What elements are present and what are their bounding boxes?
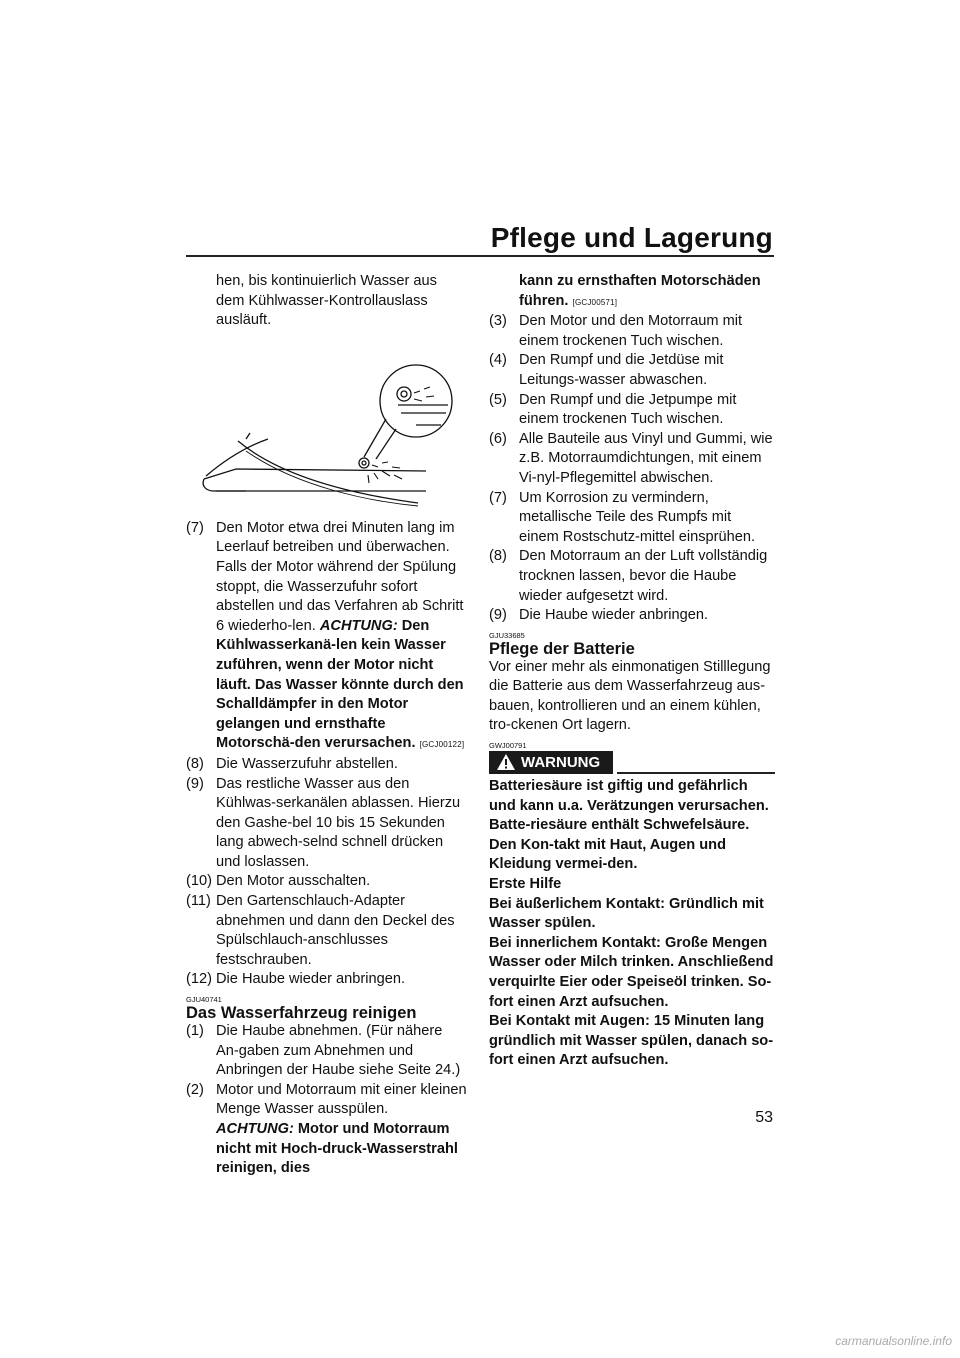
step-number: (7) <box>489 489 507 506</box>
section-heading: Pflege der Batterie <box>489 639 635 658</box>
hull-flush-drawing <box>186 341 468 509</box>
step-number: (1) <box>186 1023 204 1040</box>
step-11 <box>186 892 468 970</box>
clean-step-4 <box>489 351 775 390</box>
step-number: (4) <box>489 352 507 369</box>
step-text: Motor und Motorraum mit einer kleinen Menge Wasser ausspülen. <box>216 1081 467 1118</box>
page-number: 53 <box>755 1109 773 1126</box>
step-8 <box>186 755 468 775</box>
section-heading: Das Wasserfahrzeug reinigen <box>186 1004 417 1023</box>
step-number: (5) <box>489 391 507 408</box>
section-ref-code: GJU33685 <box>489 630 525 640</box>
section-ref-code: GJU40741 <box>186 995 222 1005</box>
page-title: Pflege und Lagerung <box>490 222 773 253</box>
clean-step-5 <box>489 391 775 430</box>
achtung-label: ACHTUNG: <box>319 617 398 634</box>
step-text: Den Rumpf und die Jetdüse mit Leitungs-wasser abwaschen. <box>519 352 724 388</box>
step-number: (8) <box>489 548 507 565</box>
achtung-continuation <box>489 272 775 312</box>
achtung-label: ACHTUNG: <box>216 1121 294 1137</box>
step-number: (10) <box>186 873 212 890</box>
warning-rule <box>617 772 775 774</box>
intro-text: hen, bis kontinuierlich Wasser aus dem Kühlwasser-Kontrollauslass ausläuft. <box>216 273 437 329</box>
warning-header <box>489 751 775 777</box>
step-number: (2) <box>186 1081 204 1098</box>
step-text: Die Wasserzufuhr abstellen. <box>216 755 398 772</box>
step-text: Die Haube wieder anbringen. <box>519 607 709 624</box>
step-10 <box>186 872 468 892</box>
step-text: Den Rumpf und die Jetpumpe mit einem trockenen Tuch wischen. <box>519 391 737 428</box>
step-text: Den Motor ausschalten. <box>216 873 371 890</box>
right-column <box>489 272 775 1071</box>
first-aid-external: Bei äußerlichem Kontakt: Gründlich mit Wasser spülen. <box>489 895 764 932</box>
clean-step-3 <box>489 312 775 351</box>
step-text: Den Motorraum an der Luft vollständig trocknen lassen, bevor die Haube wieder aufgesetzt wird. <box>519 548 768 604</box>
step-text: Die Haube wieder anbringen. <box>216 971 406 988</box>
clean-step-9 <box>489 606 775 626</box>
first-aid-eyes: Bei Kontakt mit Augen: 15 Minuten lang gründlich mit Wasser spülen, danach so-fort einen Arzt aufsuchen. <box>489 1013 774 1069</box>
step-number: (6) <box>489 430 507 447</box>
achtung-text: Den Kühlwasserkanä-len kein Wasser zuführen, wenn der Motor nicht läuft. Das Wasser könnte durch den Schalldämpfer in den Motor gelangen und ernsthafte Motorschä-den verursachen. <box>216 617 464 752</box>
step-7 <box>186 519 468 755</box>
step-number: (3) <box>489 313 507 330</box>
achtung-text: kann zu ernsthaften Motorschäden führen. <box>519 273 761 309</box>
first-aid-internal: Bei innerlichem Kontakt: Große Mengen Wasser oder Milch trinken. Anschließend verquirlte Eier oder Speiseöl trinken. So-fort einen Arzt aufsuchen. <box>489 934 774 1010</box>
watermark: carmanualsonline.info <box>835 1334 952 1348</box>
warning-triangle-icon <box>496 753 516 778</box>
reference-code: [GCJ00571] <box>572 297 618 307</box>
step-text: Den Motor etwa drei Minuten lang im Leerlauf betreiben und überwachen. Falls der Motor während der Spülung stoppt, die Wasserzufuhr sofort abstellen und das Verfahren ab Schritt 6 wiederho-len. <box>216 519 464 634</box>
step-number: (9) <box>186 775 204 792</box>
header-rule <box>186 255 774 257</box>
step-text: Um Korrosion zu vermindern, metallische Teile des Rumpfs mit einem Rostschutz-mittel einsprühen. <box>519 489 756 545</box>
step-text: Alle Bauteile aus Vinyl und Gummi, wie z.B. Motorraumdichtungen, mit einem Vi-nyl-Pflegemittel abwischen. <box>519 430 773 486</box>
step-text: Das restliche Wasser aus den Kühlwas-serkanälen ablassen. Hierzu den Gashe-bel 10 bis 15 Sekunden lang abwech-selnd schnell drücken und loslassen. <box>216 775 461 870</box>
warning-label: WARNUNG <box>521 754 601 772</box>
clean-step-2 <box>186 1081 468 1179</box>
first-aid-heading: Erste Hilfe <box>489 876 562 893</box>
step-text: Die Haube abnehmen. (Für nähere An-gaben zum Abnehmen und Anbringen der Haube siehe Seite 24.) <box>216 1023 461 1079</box>
warning-badge <box>489 751 613 774</box>
step-text: Den Motor und den Motorraum mit einem trockenen Tuch wischen. <box>519 313 743 349</box>
clean-step-8 <box>489 547 775 606</box>
reference-code: [GCJ00122] <box>419 740 465 750</box>
achtung-text: Motor und Motorraum nicht mit Hoch-druck-Wasserstrahl reinigen, dies <box>216 1121 458 1177</box>
warning-text: Batteriesäure ist giftig und gefährlich und kann u.a. Verätzungen verursachen. Batte-riesäure enthält Schwefelsäure. Den Kon-takt mit Haut, Augen und Kleidung vermei-den. <box>489 778 769 873</box>
step-number: (12) <box>186 971 212 988</box>
step-12 <box>186 970 468 990</box>
clean-step-1 <box>186 1022 468 1081</box>
battery-text: Vor einer mehr als einmonatigen Stilllegung die Batterie aus dem Wasserfahrzeug aus-bauen, kontrollieren und an einem kühlen, tro-ckenen Ort lagern. <box>489 658 771 734</box>
step-number: (11) <box>186 893 211 910</box>
flushing-illustration <box>186 341 468 509</box>
step-text: Den Gartenschlauch-Adapter abnehmen und dann den Deckel des Spülschlauch-anschlusses festschrauben. <box>216 893 455 968</box>
warning-ref-code: GWJ00791 <box>489 741 527 751</box>
step-9 <box>186 775 468 873</box>
clean-step-7 <box>489 489 775 548</box>
step-number: (7) <box>186 519 204 536</box>
clean-step-6 <box>489 430 775 489</box>
step-number: (8) <box>186 755 204 772</box>
step-number: (9) <box>489 607 507 624</box>
left-column <box>186 272 468 1179</box>
